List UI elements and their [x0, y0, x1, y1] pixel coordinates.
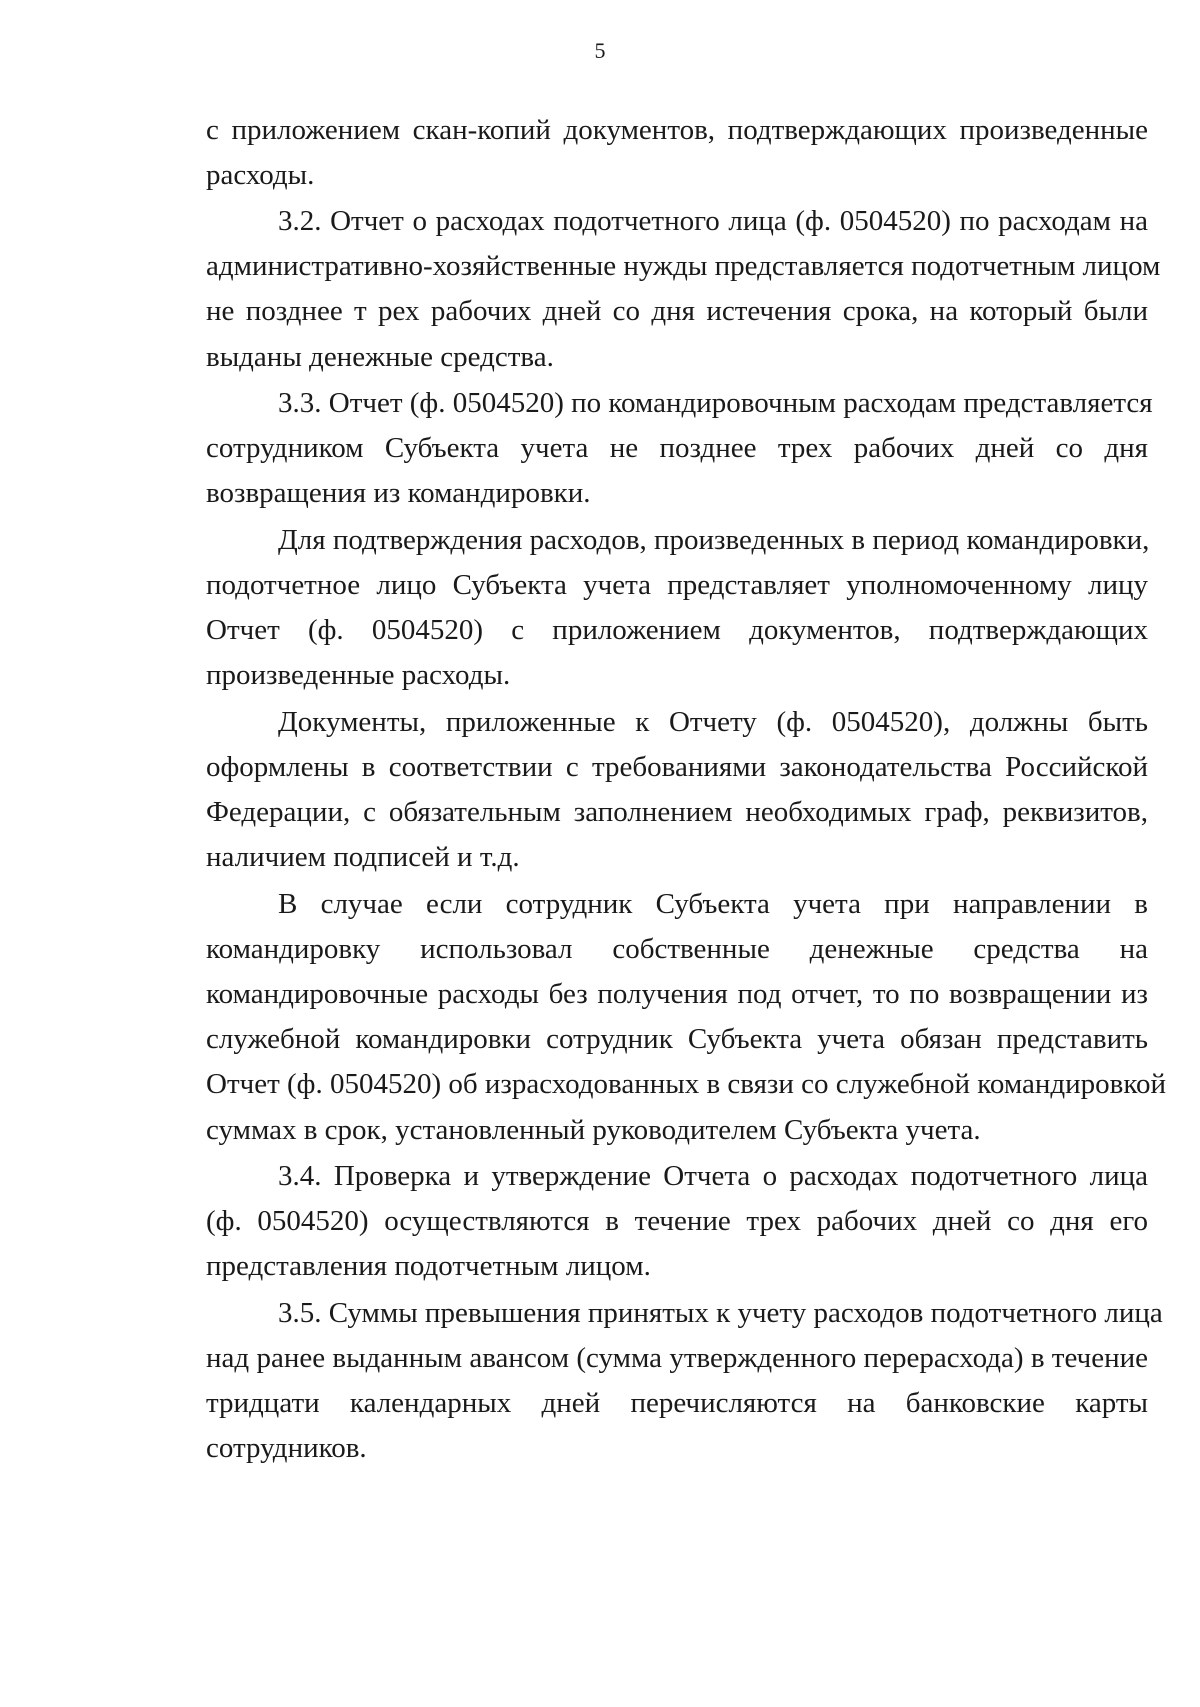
text-line: (ф. 0504520) осуществляются в течение трех рабочих дней со дня его: [206, 1205, 1148, 1237]
page-number: 5: [594, 38, 606, 63]
text-line: суммах в срок, установленный руководителем Субъекта учета.: [206, 1114, 981, 1146]
text-line: 3.2. Отчет о расходах подотчетного лица (ф. 0504520) по расходам на: [278, 205, 1148, 237]
text-line: административно-хозяйственные нужды представляется подотчетным лицом: [206, 250, 1161, 282]
text-line: над ранее выданным авансом (сумма утвержденного перерасхода) в течение: [206, 1342, 1148, 1374]
text-line: Для подтверждения расходов, произведенных в период командировки,: [278, 524, 1150, 556]
text-line: В случае если сотрудник Субъекта учета при направлении в: [278, 888, 1148, 920]
text-line: тридцати календарных дней перечисляются на банковские карты: [206, 1387, 1148, 1419]
text-line: оформлены в соответствии с требованиями законодательства Российской: [206, 751, 1148, 783]
text-line: командировку использовал собственные денежные средства на: [206, 933, 1148, 965]
text-line: Отчет (ф. 0504520) об израсходованных в связи со служебной командировкой: [206, 1068, 1167, 1100]
text-line: 3.4. Проверка и утверждение Отчета о расходах подотчетного лица: [278, 1160, 1148, 1192]
text-line: Отчет (ф. 0504520) с приложением документов, подтверждающих: [206, 614, 1148, 646]
text-line: произведенные расходы.: [206, 659, 511, 691]
text-line: не позднее т рех рабочих дней со дня истечения срока, на который были: [206, 295, 1148, 327]
text-line: подотчетное лицо Субъекта учета представляет уполномоченному лицу: [206, 569, 1148, 601]
text-line: сотрудником Субъекта учета не позднее трех рабочих дней со дня: [206, 432, 1148, 464]
text-line: сотрудников.: [206, 1432, 367, 1464]
text-line: наличием подписей и т.д.: [206, 841, 520, 873]
text-line: с приложением скан-копий документов, подтверждающих произведенные: [206, 114, 1148, 146]
text-line: расходы.: [206, 159, 315, 191]
text-line: Документы, приложенные к Отчету (ф. 0504520), должны быть: [278, 706, 1148, 738]
text-line: представления подотчетным лицом.: [206, 1250, 651, 1282]
text-line: командировочные расходы без получения под отчет, то по возвращении из: [206, 978, 1148, 1010]
text-line: 3.5. Суммы превышения принятых к учету расходов подотчетного лица: [278, 1297, 1163, 1329]
text-line: возвращения из командировки.: [206, 477, 591, 509]
text-line: Федерации, с обязательным заполнением необходимых граф, реквизитов,: [206, 796, 1148, 828]
text-line: 3.3. Отчет (ф. 0504520) по командировочным расходам представляется: [278, 387, 1153, 419]
text-line: служебной командировки сотрудник Субъекта учета обязан представить: [206, 1023, 1148, 1055]
text-line: выданы денежные средства.: [206, 341, 554, 373]
